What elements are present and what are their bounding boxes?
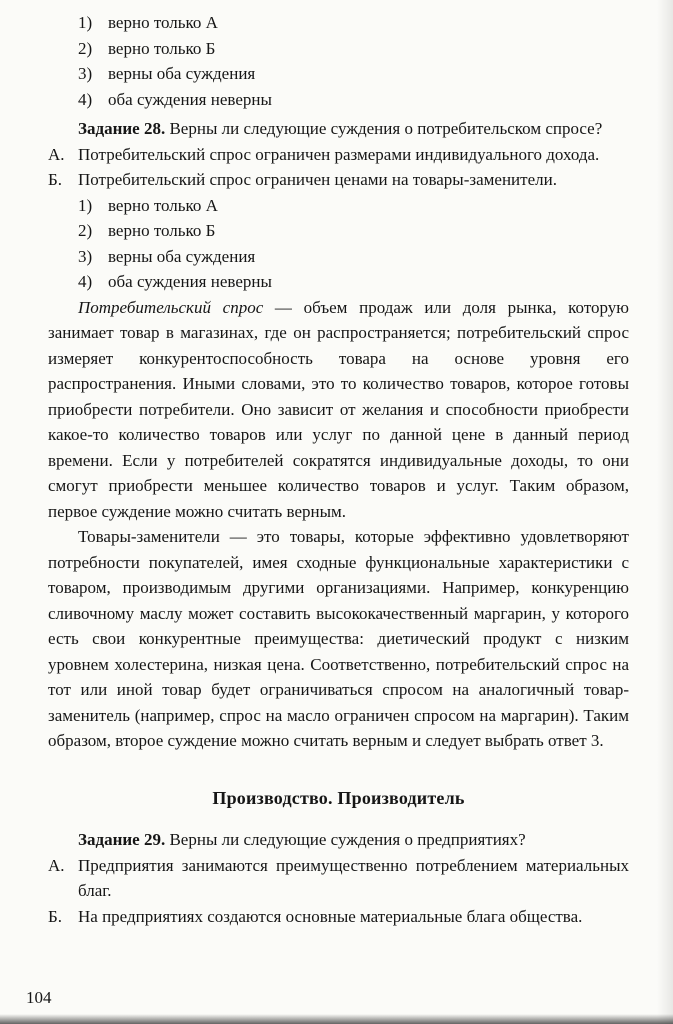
answer-option bbox=[48, 193, 629, 219]
statement-text: Предприятия занимаются преимущественно потреблением материальных благ. bbox=[78, 855, 629, 900]
answer-option bbox=[48, 36, 629, 62]
section-heading: Производство. Производитель bbox=[212, 787, 465, 808]
answer-option bbox=[48, 10, 629, 36]
task-29-question-text: Верны ли следующие суждения о предприятиях? bbox=[165, 830, 526, 849]
statement-text: Потребительский спрос ограничен размерами индивидуального дохода. bbox=[78, 144, 600, 164]
statement-text: Потребительский спрос ограничен ценами на товары-заменители. bbox=[78, 170, 557, 189]
task-28-label: Задание 28. bbox=[78, 119, 166, 138]
statement-text: На предприятиях создаются основные материальные блага общества. bbox=[78, 906, 583, 926]
statement-label: А. bbox=[48, 144, 65, 164]
option-text: верно только Б bbox=[108, 221, 216, 240]
scan-edge-bottom bbox=[0, 1014, 673, 1024]
answer-option bbox=[48, 218, 629, 244]
answer-option bbox=[48, 61, 629, 87]
option-number: 1) bbox=[78, 13, 93, 32]
option-number: 2) bbox=[78, 221, 93, 240]
option-text: верно только Б bbox=[108, 38, 216, 58]
answer-option bbox=[48, 269, 629, 295]
option-number: 3) bbox=[78, 64, 93, 83]
task-28-statement-a bbox=[48, 142, 629, 168]
explanation-paragraph-1 bbox=[48, 295, 629, 525]
option-text: верны оба суждения bbox=[108, 64, 256, 83]
answer-option bbox=[48, 244, 629, 270]
option-number: 3) bbox=[78, 246, 93, 266]
option-text: оба суждения неверны bbox=[108, 89, 272, 109]
term-consumer-demand: Потребительский спрос bbox=[78, 297, 264, 317]
option-text: верно только А bbox=[108, 13, 218, 32]
option-text: верно только А bbox=[108, 195, 218, 215]
task-28-statement-b bbox=[48, 167, 629, 193]
task-29-label: Задание 29. bbox=[78, 830, 166, 849]
task-28-question bbox=[48, 116, 629, 142]
option-text: оба суждения неверны bbox=[108, 272, 272, 291]
statement-label: А. bbox=[48, 855, 65, 875]
page-number: 104 bbox=[26, 988, 52, 1007]
statement-label: Б. bbox=[48, 906, 63, 926]
answer-options-top bbox=[48, 10, 629, 112]
option-number: 4) bbox=[78, 272, 93, 291]
option-number: 1) bbox=[78, 195, 93, 215]
option-number: 4) bbox=[78, 89, 93, 109]
statement-label: Б. bbox=[48, 170, 63, 189]
task-29-statement-b bbox=[48, 904, 629, 930]
task-29-statement-a bbox=[48, 853, 629, 904]
answer-options-task-28 bbox=[48, 193, 629, 295]
option-text: верны оба суждения bbox=[108, 246, 256, 266]
explanation-paragraph-1-text: — объем продаж или доля рынка, которую занимает товар в магазинах, где он распространяется; потребительский спрос измеряет конкурентоспособность товара на основе уровня его распространения. Иными словами, это то количество товаров, которое готовы приобрести потребители. Оно зависит от желания и способности приобрести какое-то количество товаров или услуг по данной цене в данный период времени. Если у потребителей сократятся индивидуальные доходы, то они смогут приобрести меньшее количество товаров и услуг. Таким образом, первое суждение можно считать верным. bbox=[48, 297, 629, 521]
answer-option bbox=[48, 87, 629, 113]
explanation-paragraph-2: Товары-заменители — это товары, которые эффективно удовлетворяют потребности покупателей, имея сходные функциональные характеристики с товаром, производимым другими организациями. Например, конкуренцию сливочному маслу может составить высококачественный маргарин, у которого есть свои конкурентные преимущества: диетический продукт с низким уровнем холестерина, низкая цена. Соответственно, потребительский спрос на тот или иной товар будет ограничиваться спросом на аналогичный товар-заменитель (например, спрос на масло ограничен спросом на маргарин). Таким образом, второе суждение можно считать верным и следует выбрать ответ 3. bbox=[48, 527, 629, 750]
option-number: 2) bbox=[78, 38, 93, 58]
task-29-question bbox=[48, 827, 629, 853]
task-28-question-text: Верны ли следующие суждения о потребительском спросе? bbox=[165, 119, 603, 138]
